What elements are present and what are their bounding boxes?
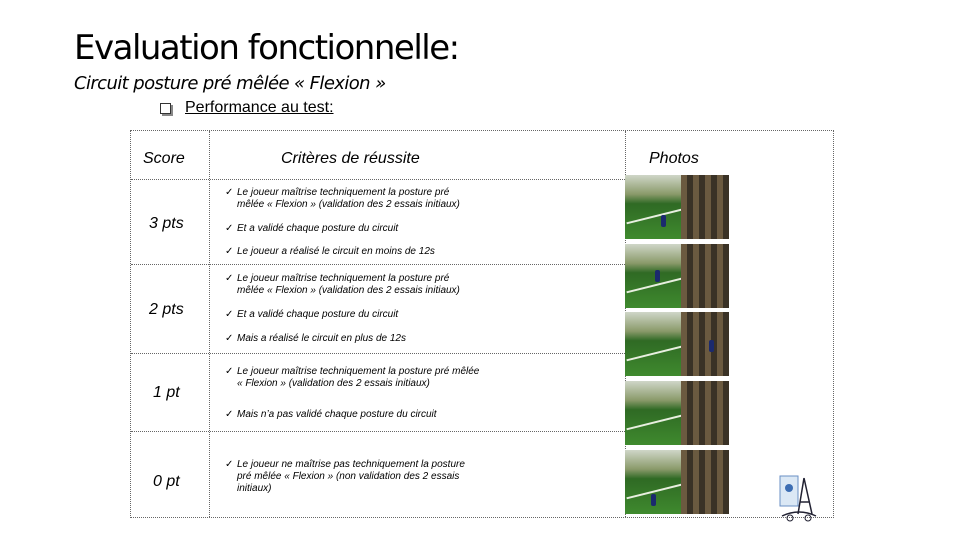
- criterion: ✓ Et a validé chaque posture du circuit: [225, 309, 399, 320]
- header-photos: Photos: [649, 150, 699, 167]
- field-photo: [625, 244, 729, 308]
- row-score: 2 pts: [149, 301, 184, 318]
- criterion: ✓ Le joueur maîtrise techniquement la posture pré mêlée « Flexion » (validation des 2 essais initiaux): [225, 273, 460, 296]
- row-divider: [131, 264, 625, 265]
- check-icon: ✓: [225, 273, 234, 284]
- row-score: 3 pts: [149, 215, 184, 232]
- row-score: 0 pt: [153, 473, 180, 490]
- field-photo: [625, 312, 729, 376]
- criterion: ✓ Et a validé chaque posture du circuit: [225, 223, 399, 234]
- row-divider: [131, 353, 625, 354]
- check-icon: ✓: [225, 459, 234, 470]
- section-label: Performance au test:: [185, 99, 334, 116]
- row-divider: [131, 431, 625, 432]
- criterion: ✓ Mais a réalisé le circuit en plus de 12s: [225, 333, 406, 344]
- criterion: ✓ Le joueur maîtrise techniquement la posture pré mêlée « Flexion » (validation des 2 essais initiaux): [225, 366, 480, 389]
- page-subtitle: Circuit posture pré mêlée « Flexion »: [74, 73, 386, 94]
- check-icon: ✓: [225, 409, 234, 420]
- check-icon: ✓: [225, 333, 234, 344]
- column-divider: [209, 131, 210, 517]
- criterion: ✓ Le joueur ne maîtrise pas techniquement la posture pré mêlée « Flexion » (non validation des 2 essais initiaux): [225, 459, 465, 494]
- check-icon: ✓: [225, 309, 234, 320]
- check-icon: ✓: [225, 223, 234, 234]
- header-criteria: Critères de réussite: [281, 150, 420, 167]
- federation-logo-icon: [778, 474, 820, 522]
- criterion: ✓ Le joueur maîtrise techniquement la posture pré mêlée « Flexion » (validation des 2 essais initiaux): [225, 187, 460, 210]
- check-icon: ✓: [225, 366, 234, 377]
- field-photo: [625, 381, 729, 445]
- page-title: Evaluation fonctionnelle:: [74, 28, 459, 68]
- row-divider: [131, 179, 625, 180]
- check-icon: ✓: [225, 246, 234, 257]
- section-bullet: [160, 99, 334, 117]
- checkbox-bullet-icon: [160, 103, 171, 114]
- criterion: ✓ Le joueur a réalisé le circuit en moins de 12s: [225, 246, 435, 257]
- field-photo: [625, 175, 729, 239]
- row-score: 1 pt: [153, 384, 180, 401]
- field-photo: [625, 450, 729, 514]
- header-score: Score: [143, 150, 185, 167]
- check-icon: ✓: [225, 187, 234, 198]
- criterion: ✓ Mais n’a pas validé chaque posture du circuit: [225, 409, 437, 420]
